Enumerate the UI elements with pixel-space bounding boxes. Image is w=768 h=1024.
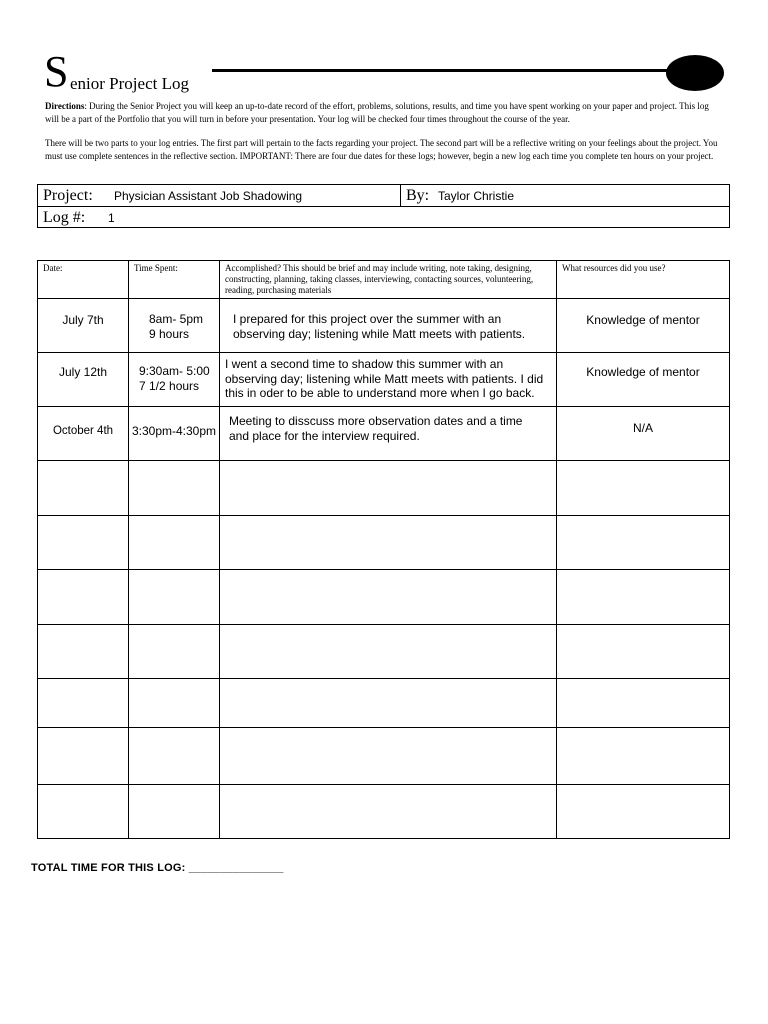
- log-table: [37, 260, 730, 839]
- title-text: enior Project Log: [70, 74, 189, 93]
- table-header-row: [38, 261, 730, 299]
- accomplished-cell[interactable]: [220, 516, 557, 570]
- resources-cell[interactable]: [557, 785, 730, 839]
- resources-cell[interactable]: [557, 679, 730, 728]
- accomplished-cell[interactable]: [220, 679, 557, 728]
- title-rule: [212, 69, 718, 72]
- time-cell[interactable]: [129, 785, 220, 839]
- date-cell[interactable]: [38, 728, 129, 785]
- accomplished-cell[interactable]: [220, 625, 557, 679]
- table-row: [38, 353, 730, 407]
- date-cell[interactable]: July 12th: [38, 353, 129, 407]
- total-time-label: TOTAL TIME FOR THIS LOG: _______________: [31, 862, 284, 874]
- time-cell[interactable]: [129, 679, 220, 728]
- accomplished-cell[interactable]: [220, 570, 557, 625]
- date-cell[interactable]: [38, 461, 129, 516]
- accomplished-cell[interactable]: [220, 785, 557, 839]
- title-oval-decoration: [666, 55, 724, 91]
- resources-cell[interactable]: Knowledge of mentor: [557, 353, 730, 407]
- time-cell[interactable]: 8am- 5pm 9 hours: [129, 299, 220, 353]
- table-row-empty: [38, 625, 730, 679]
- table-row-empty: [38, 785, 730, 839]
- date-cell[interactable]: [38, 785, 129, 839]
- resources-cell[interactable]: [557, 625, 730, 679]
- resources-cell[interactable]: [557, 728, 730, 785]
- accomplished-cell[interactable]: I went a second time to shadow this summer with an observing day; listening while Matt meets with patients. I did this in oder to be able to understand more when I go back.: [220, 353, 557, 407]
- accomplished-cell[interactable]: [220, 728, 557, 785]
- project-label: Project:: [43, 187, 93, 204]
- header-date: Date:: [38, 261, 129, 299]
- by-value[interactable]: Taylor Christie: [438, 189, 515, 203]
- log-number-label: Log #:: [43, 209, 86, 226]
- header-time-spent: Time Spent:: [129, 261, 220, 299]
- resources-cell[interactable]: Knowledge of mentor: [557, 299, 730, 353]
- time-cell[interactable]: [129, 625, 220, 679]
- date-cell[interactable]: [38, 679, 129, 728]
- accomplished-cell[interactable]: I prepared for this project over the summer with an observing day; listening while Matt meets with patients.: [220, 299, 557, 353]
- resources-cell[interactable]: [557, 516, 730, 570]
- time-cell[interactable]: [129, 516, 220, 570]
- directions-label: Directions: [45, 101, 85, 111]
- time-cell[interactable]: [129, 461, 220, 516]
- header-accomplished: Accomplished? This should be brief and may include writing, note taking, designing, constructing, planning, taking classes, interviewing, contacting sources, volunteering, reading, purchasing materials: [220, 261, 557, 299]
- time-cell[interactable]: 3:30pm-4:30pm: [129, 407, 220, 461]
- date-cell[interactable]: [38, 516, 129, 570]
- date-cell[interactable]: [38, 570, 129, 625]
- table-row: [38, 299, 730, 353]
- directions-text: : During the Senior Project you will keep an up-to-date record of the effort, problems, solutions, results, and time you have spent working on your paper and project. This log will be a part of the Portfolio that you will turn in before your presentation. Your log will be checked four times throughout the course of the year.: [45, 101, 709, 124]
- project-value[interactable]: Physician Assistant Job Shadowing: [114, 189, 303, 203]
- date-cell[interactable]: July 7th: [38, 299, 129, 353]
- title-initial: S: [44, 47, 69, 96]
- accomplished-cell[interactable]: [220, 461, 557, 516]
- by-label: By:: [406, 187, 430, 204]
- project-info-box: [37, 184, 730, 228]
- table-row-empty: [38, 728, 730, 785]
- accomplished-cell[interactable]: Meeting to disscuss more observation dates and a time and place for the interview required.: [220, 407, 557, 461]
- date-cell[interactable]: October 4th: [38, 407, 129, 461]
- table-row-empty: [38, 516, 730, 570]
- directions-paragraph: [45, 100, 721, 125]
- time-cell[interactable]: [129, 728, 220, 785]
- table-row-empty: [38, 570, 730, 625]
- header-resources: What resources did you use?: [557, 261, 730, 299]
- resources-cell[interactable]: [557, 461, 730, 516]
- time-cell[interactable]: 9:30am- 5:00 7 1/2 hours: [129, 353, 220, 407]
- resources-cell[interactable]: N/A: [557, 407, 730, 461]
- table-row: [38, 407, 730, 461]
- document-title: [44, 47, 734, 96]
- log-number-value[interactable]: 1: [108, 211, 115, 225]
- resources-cell[interactable]: [557, 570, 730, 625]
- time-cell[interactable]: [129, 570, 220, 625]
- project-by-divider: [400, 185, 401, 207]
- instructions-paragraph: There will be two parts to your log entries. The first part will pertain to the facts regarding your project. The second part will be a reflective writing on your feelings about the project. You must use complete sentences in the reflective section. IMPORTANT: There are four due dates for these logs; however, begin a new log each time you complete ten hours on your project.: [45, 138, 718, 161]
- table-row-empty: [38, 679, 730, 728]
- table-row-empty: [38, 461, 730, 516]
- date-cell[interactable]: [38, 625, 129, 679]
